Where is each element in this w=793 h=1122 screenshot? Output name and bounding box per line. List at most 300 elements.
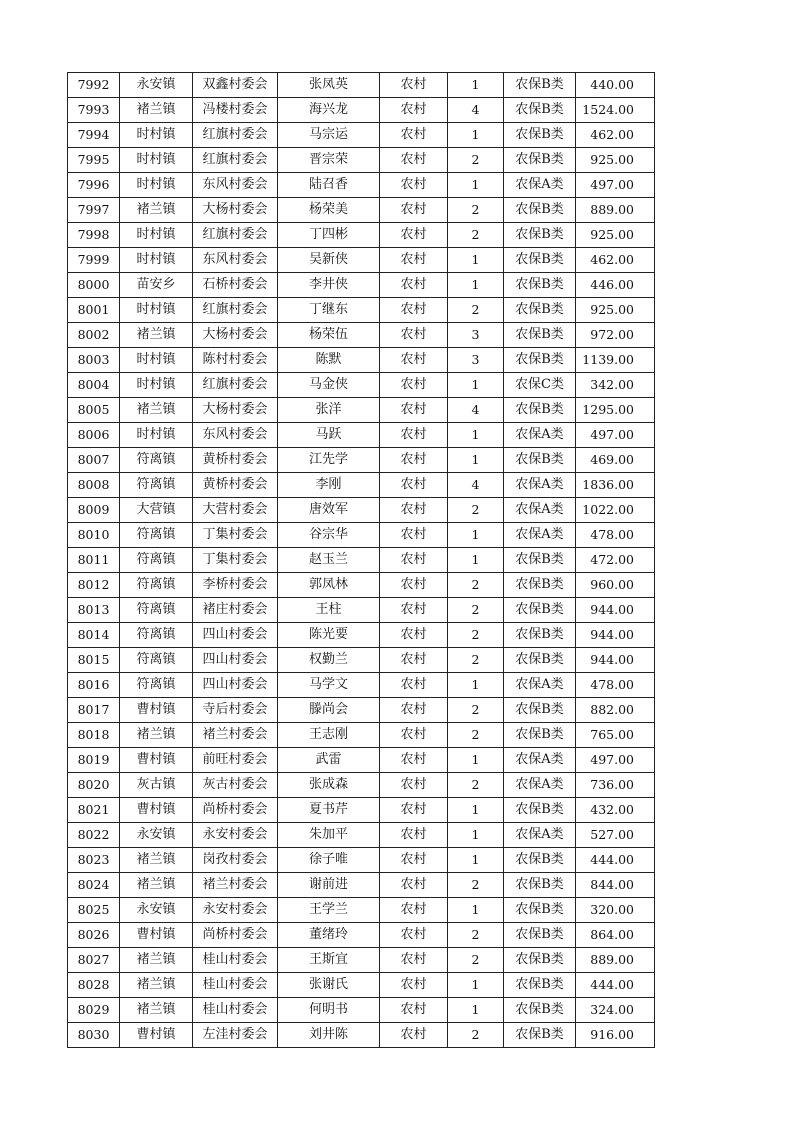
town-cell: 符离镇 <box>120 548 193 573</box>
town-cell: 褚兰镇 <box>120 873 193 898</box>
town-cell: 永安镇 <box>120 73 193 98</box>
name-cell: 董绪玲 <box>278 923 380 948</box>
person-count-cell: 2 <box>448 623 504 648</box>
insurance-category-cell: 农保A类 <box>504 773 576 798</box>
insurance-category-cell: 农保A类 <box>504 173 576 198</box>
insurance-category-cell: 农保B类 <box>504 798 576 823</box>
village-committee-cell: 大营村委会 <box>193 498 278 523</box>
amount-cell: 1139.00 <box>576 348 655 373</box>
amount-cell: 925.00 <box>576 298 655 323</box>
amount-cell: 864.00 <box>576 923 655 948</box>
name-cell: 郭凤林 <box>278 573 380 598</box>
name-cell: 晋宗荣 <box>278 148 380 173</box>
person-count-cell: 2 <box>448 148 504 173</box>
household-type-cell: 农村 <box>380 798 448 823</box>
serial-number-cell: 7992 <box>68 73 120 98</box>
name-cell: 马宗运 <box>278 123 380 148</box>
amount-cell: 1524.00 <box>576 98 655 123</box>
person-count-cell: 1 <box>448 423 504 448</box>
insurance-category-cell: 农保B类 <box>504 1023 576 1048</box>
insurance-category-cell: 农保B类 <box>504 98 576 123</box>
serial-number-cell: 8025 <box>68 898 120 923</box>
table-row <box>68 723 655 748</box>
table-row <box>68 898 655 923</box>
name-cell: 王志刚 <box>278 723 380 748</box>
table-row <box>68 648 655 673</box>
person-count-cell: 2 <box>448 773 504 798</box>
household-type-cell: 农村 <box>380 948 448 973</box>
town-cell: 褚兰镇 <box>120 198 193 223</box>
town-cell: 曹村镇 <box>120 1023 193 1048</box>
town-cell: 曹村镇 <box>120 798 193 823</box>
insurance-category-cell: 农保B类 <box>504 998 576 1023</box>
serial-number-cell: 8026 <box>68 923 120 948</box>
town-cell: 时村镇 <box>120 298 193 323</box>
town-cell: 褚兰镇 <box>120 723 193 748</box>
town-cell: 符离镇 <box>120 598 193 623</box>
table-row <box>68 548 655 573</box>
serial-number-cell: 8030 <box>68 1023 120 1048</box>
person-count-cell: 1 <box>448 373 504 398</box>
serial-number-cell: 8023 <box>68 848 120 873</box>
household-type-cell: 农村 <box>380 548 448 573</box>
amount-cell: 469.00 <box>576 448 655 473</box>
town-cell: 时村镇 <box>120 173 193 198</box>
village-committee-cell: 东风村委会 <box>193 423 278 448</box>
name-cell: 王学兰 <box>278 898 380 923</box>
serial-number-cell: 8029 <box>68 998 120 1023</box>
person-count-cell: 2 <box>448 498 504 523</box>
serial-number-cell: 8027 <box>68 948 120 973</box>
amount-cell: 497.00 <box>576 173 655 198</box>
insurance-category-cell: 农保A类 <box>504 823 576 848</box>
amount-cell: 882.00 <box>576 698 655 723</box>
table-row <box>68 773 655 798</box>
name-cell: 赵玉兰 <box>278 548 380 573</box>
household-type-cell: 农村 <box>380 598 448 623</box>
amount-cell: 889.00 <box>576 948 655 973</box>
table-row <box>68 398 655 423</box>
name-cell: 陈光要 <box>278 623 380 648</box>
town-cell: 符离镇 <box>120 648 193 673</box>
person-count-cell: 4 <box>448 98 504 123</box>
town-cell: 符离镇 <box>120 448 193 473</box>
table-row <box>68 323 655 348</box>
table-row <box>68 423 655 448</box>
records-table-body <box>68 73 655 1048</box>
amount-cell: 1836.00 <box>576 473 655 498</box>
amount-cell: 944.00 <box>576 598 655 623</box>
person-count-cell: 2 <box>448 648 504 673</box>
amount-cell: 765.00 <box>576 723 655 748</box>
name-cell: 唐效军 <box>278 498 380 523</box>
town-cell: 苗安乡 <box>120 273 193 298</box>
town-cell: 褚兰镇 <box>120 98 193 123</box>
amount-cell: 889.00 <box>576 198 655 223</box>
name-cell: 张谢氏 <box>278 973 380 998</box>
amount-cell: 472.00 <box>576 548 655 573</box>
insurance-category-cell: 农保B类 <box>504 73 576 98</box>
village-committee-cell: 陈村村委会 <box>193 348 278 373</box>
village-committee-cell: 寺后村委会 <box>193 698 278 723</box>
town-cell: 符离镇 <box>120 573 193 598</box>
name-cell: 江先学 <box>278 448 380 473</box>
person-count-cell: 2 <box>448 198 504 223</box>
amount-cell: 478.00 <box>576 673 655 698</box>
name-cell: 张洋 <box>278 398 380 423</box>
table-row <box>68 123 655 148</box>
person-count-cell: 1 <box>448 748 504 773</box>
table-row <box>68 573 655 598</box>
insurance-category-cell: 农保A类 <box>504 423 576 448</box>
village-committee-cell: 大杨村委会 <box>193 198 278 223</box>
table-row <box>68 448 655 473</box>
amount-cell: 960.00 <box>576 573 655 598</box>
serial-number-cell: 8000 <box>68 273 120 298</box>
table-row <box>68 923 655 948</box>
town-cell: 褚兰镇 <box>120 398 193 423</box>
name-cell: 陆召香 <box>278 173 380 198</box>
person-count-cell: 4 <box>448 473 504 498</box>
household-type-cell: 农村 <box>380 848 448 873</box>
household-type-cell: 农村 <box>380 673 448 698</box>
insurance-category-cell: 农保B类 <box>504 148 576 173</box>
village-committee-cell: 永安村委会 <box>193 823 278 848</box>
name-cell: 谷宗华 <box>278 523 380 548</box>
town-cell: 时村镇 <box>120 248 193 273</box>
insurance-category-cell: 农保B类 <box>504 848 576 873</box>
village-committee-cell: 红旗村委会 <box>193 223 278 248</box>
name-cell: 谢前进 <box>278 873 380 898</box>
serial-number-cell: 8008 <box>68 473 120 498</box>
insurance-category-cell: 农保B类 <box>504 598 576 623</box>
table-row <box>68 673 655 698</box>
household-type-cell: 农村 <box>380 898 448 923</box>
person-count-cell: 1 <box>448 73 504 98</box>
insurance-category-cell: 农保B类 <box>504 348 576 373</box>
amount-cell: 527.00 <box>576 823 655 848</box>
serial-number-cell: 8011 <box>68 548 120 573</box>
name-cell: 丁四彬 <box>278 223 380 248</box>
insurance-category-cell: 农保B类 <box>504 698 576 723</box>
serial-number-cell: 8012 <box>68 573 120 598</box>
serial-number-cell: 8019 <box>68 748 120 773</box>
name-cell: 朱加平 <box>278 823 380 848</box>
amount-cell: 478.00 <box>576 523 655 548</box>
village-committee-cell: 左洼村委会 <box>193 1023 278 1048</box>
serial-number-cell: 8010 <box>68 523 120 548</box>
name-cell: 滕尚会 <box>278 698 380 723</box>
town-cell: 褚兰镇 <box>120 973 193 998</box>
town-cell: 永安镇 <box>120 898 193 923</box>
name-cell: 杨荣伍 <box>278 323 380 348</box>
household-type-cell: 农村 <box>380 623 448 648</box>
village-committee-cell: 丁集村委会 <box>193 523 278 548</box>
table-row <box>68 198 655 223</box>
insurance-category-cell: 农保B类 <box>504 198 576 223</box>
household-type-cell: 农村 <box>380 173 448 198</box>
town-cell: 时村镇 <box>120 423 193 448</box>
insurance-category-cell: 农保B类 <box>504 723 576 748</box>
insurance-category-cell: 农保B类 <box>504 123 576 148</box>
name-cell: 王斯宜 <box>278 948 380 973</box>
village-committee-cell: 石桥村委会 <box>193 273 278 298</box>
household-type-cell: 农村 <box>380 648 448 673</box>
insurance-category-cell: 农保A类 <box>504 473 576 498</box>
town-cell: 褚兰镇 <box>120 848 193 873</box>
household-type-cell: 农村 <box>380 873 448 898</box>
name-cell: 丁继东 <box>278 298 380 323</box>
amount-cell: 462.00 <box>576 123 655 148</box>
person-count-cell: 1 <box>448 998 504 1023</box>
village-committee-cell: 冯楼村委会 <box>193 98 278 123</box>
town-cell: 曹村镇 <box>120 748 193 773</box>
town-cell: 褚兰镇 <box>120 948 193 973</box>
household-type-cell: 农村 <box>380 298 448 323</box>
person-count-cell: 4 <box>448 398 504 423</box>
name-cell: 马跃 <box>278 423 380 448</box>
insurance-category-cell: 农保A类 <box>504 498 576 523</box>
serial-number-cell: 8013 <box>68 598 120 623</box>
serial-number-cell: 8015 <box>68 648 120 673</box>
person-count-cell: 2 <box>448 723 504 748</box>
town-cell: 符离镇 <box>120 623 193 648</box>
town-cell: 时村镇 <box>120 123 193 148</box>
village-committee-cell: 褚庄村委会 <box>193 598 278 623</box>
table-row <box>68 998 655 1023</box>
serial-number-cell: 8004 <box>68 373 120 398</box>
household-type-cell: 农村 <box>380 198 448 223</box>
table-row <box>68 498 655 523</box>
household-type-cell: 农村 <box>380 498 448 523</box>
name-cell: 马金侠 <box>278 373 380 398</box>
insurance-category-cell: 农保B类 <box>504 323 576 348</box>
household-type-cell: 农村 <box>380 923 448 948</box>
table-row <box>68 173 655 198</box>
table-row <box>68 223 655 248</box>
name-cell: 吴新侠 <box>278 248 380 273</box>
insurance-category-cell: 农保B类 <box>504 898 576 923</box>
household-type-cell: 农村 <box>380 273 448 298</box>
household-type-cell: 农村 <box>380 148 448 173</box>
table-row <box>68 1023 655 1048</box>
amount-cell: 446.00 <box>576 273 655 298</box>
amount-cell: 432.00 <box>576 798 655 823</box>
amount-cell: 944.00 <box>576 623 655 648</box>
insurance-category-cell: 农保C类 <box>504 373 576 398</box>
table-row <box>68 298 655 323</box>
household-type-cell: 农村 <box>380 523 448 548</box>
serial-number-cell: 7993 <box>68 98 120 123</box>
name-cell: 夏书芹 <box>278 798 380 823</box>
amount-cell: 736.00 <box>576 773 655 798</box>
village-committee-cell: 黄桥村委会 <box>193 473 278 498</box>
amount-cell: 497.00 <box>576 748 655 773</box>
household-type-cell: 农村 <box>380 473 448 498</box>
serial-number-cell: 8003 <box>68 348 120 373</box>
table-row <box>68 523 655 548</box>
serial-number-cell: 7998 <box>68 223 120 248</box>
insurance-category-cell: 农保B类 <box>504 223 576 248</box>
name-cell: 徐子唯 <box>278 848 380 873</box>
amount-cell: 1295.00 <box>576 398 655 423</box>
village-committee-cell: 大杨村委会 <box>193 398 278 423</box>
town-cell: 时村镇 <box>120 148 193 173</box>
serial-number-cell: 8005 <box>68 398 120 423</box>
town-cell: 符离镇 <box>120 673 193 698</box>
person-count-cell: 2 <box>448 948 504 973</box>
table-row <box>68 473 655 498</box>
name-cell: 杨荣美 <box>278 198 380 223</box>
name-cell: 张成森 <box>278 773 380 798</box>
insurance-category-cell: 农保B类 <box>504 648 576 673</box>
person-count-cell: 2 <box>448 923 504 948</box>
name-cell: 权勤兰 <box>278 648 380 673</box>
town-cell: 褚兰镇 <box>120 323 193 348</box>
household-type-cell: 农村 <box>380 973 448 998</box>
name-cell: 王柱 <box>278 598 380 623</box>
serial-number-cell: 7995 <box>68 148 120 173</box>
household-type-cell: 农村 <box>380 723 448 748</box>
household-type-cell: 农村 <box>380 748 448 773</box>
person-count-cell: 1 <box>448 973 504 998</box>
village-committee-cell: 尚桥村委会 <box>193 798 278 823</box>
serial-number-cell: 8021 <box>68 798 120 823</box>
household-type-cell: 农村 <box>380 398 448 423</box>
amount-cell: 324.00 <box>576 998 655 1023</box>
village-committee-cell: 岗孜村委会 <box>193 848 278 873</box>
serial-number-cell: 8014 <box>68 623 120 648</box>
household-type-cell: 农村 <box>380 373 448 398</box>
amount-cell: 972.00 <box>576 323 655 348</box>
person-count-cell: 3 <box>448 323 504 348</box>
table-row <box>68 148 655 173</box>
town-cell: 曹村镇 <box>120 923 193 948</box>
insurance-category-cell: 农保A类 <box>504 523 576 548</box>
village-committee-cell: 尚桥村委会 <box>193 923 278 948</box>
village-committee-cell: 桂山村委会 <box>193 998 278 1023</box>
table-row <box>68 598 655 623</box>
serial-number-cell: 8017 <box>68 698 120 723</box>
household-type-cell: 农村 <box>380 998 448 1023</box>
village-committee-cell: 红旗村委会 <box>193 298 278 323</box>
town-cell: 曹村镇 <box>120 698 193 723</box>
person-count-cell: 1 <box>448 273 504 298</box>
household-type-cell: 农村 <box>380 73 448 98</box>
person-count-cell: 2 <box>448 298 504 323</box>
town-cell: 时村镇 <box>120 223 193 248</box>
village-committee-cell: 桂山村委会 <box>193 948 278 973</box>
serial-number-cell: 8024 <box>68 873 120 898</box>
serial-number-cell: 8007 <box>68 448 120 473</box>
name-cell: 李刚 <box>278 473 380 498</box>
name-cell: 李井侠 <box>278 273 380 298</box>
insurance-category-cell: 农保B类 <box>504 948 576 973</box>
serial-number-cell: 8001 <box>68 298 120 323</box>
village-committee-cell: 灰古村委会 <box>193 773 278 798</box>
amount-cell: 342.00 <box>576 373 655 398</box>
household-type-cell: 农村 <box>380 98 448 123</box>
insurance-category-cell: 农保B类 <box>504 448 576 473</box>
insurance-category-cell: 农保B类 <box>504 273 576 298</box>
amount-cell: 1022.00 <box>576 498 655 523</box>
insurance-category-cell: 农保B类 <box>504 298 576 323</box>
person-count-cell: 1 <box>448 673 504 698</box>
table-row <box>68 248 655 273</box>
household-type-cell: 农村 <box>380 573 448 598</box>
household-type-cell: 农村 <box>380 223 448 248</box>
village-committee-cell: 红旗村委会 <box>193 373 278 398</box>
amount-cell: 444.00 <box>576 973 655 998</box>
village-committee-cell: 褚兰村委会 <box>193 873 278 898</box>
person-count-cell: 2 <box>448 1023 504 1048</box>
person-count-cell: 1 <box>448 898 504 923</box>
amount-cell: 320.00 <box>576 898 655 923</box>
village-committee-cell: 大杨村委会 <box>193 323 278 348</box>
serial-number-cell: 8016 <box>68 673 120 698</box>
table-row <box>68 273 655 298</box>
person-count-cell: 2 <box>448 573 504 598</box>
insurance-category-cell: 农保B类 <box>504 573 576 598</box>
table-row <box>68 373 655 398</box>
serial-number-cell: 8009 <box>68 498 120 523</box>
table-row <box>68 623 655 648</box>
table-row <box>68 73 655 98</box>
amount-cell: 944.00 <box>576 648 655 673</box>
name-cell: 刘井陈 <box>278 1023 380 1048</box>
amount-cell: 844.00 <box>576 873 655 898</box>
person-count-cell: 1 <box>448 523 504 548</box>
person-count-cell: 2 <box>448 223 504 248</box>
amount-cell: 444.00 <box>576 848 655 873</box>
table-row <box>68 798 655 823</box>
table-row <box>68 973 655 998</box>
name-cell: 陈默 <box>278 348 380 373</box>
person-count-cell: 3 <box>448 348 504 373</box>
table-row <box>68 98 655 123</box>
serial-number-cell: 7996 <box>68 173 120 198</box>
town-cell: 灰古镇 <box>120 773 193 798</box>
table-row <box>68 948 655 973</box>
serial-number-cell: 8028 <box>68 973 120 998</box>
village-committee-cell: 四山村委会 <box>193 673 278 698</box>
name-cell: 马学文 <box>278 673 380 698</box>
person-count-cell: 1 <box>448 823 504 848</box>
amount-cell: 497.00 <box>576 423 655 448</box>
amount-cell: 462.00 <box>576 248 655 273</box>
serial-number-cell: 8018 <box>68 723 120 748</box>
name-cell: 武雷 <box>278 748 380 773</box>
amount-cell: 440.00 <box>576 73 655 98</box>
amount-cell: 916.00 <box>576 1023 655 1048</box>
household-type-cell: 农村 <box>380 423 448 448</box>
table-row <box>68 848 655 873</box>
serial-number-cell: 7994 <box>68 123 120 148</box>
serial-number-cell: 8002 <box>68 323 120 348</box>
table-row <box>68 348 655 373</box>
town-cell: 时村镇 <box>120 348 193 373</box>
village-committee-cell: 红旗村委会 <box>193 123 278 148</box>
town-cell: 时村镇 <box>120 373 193 398</box>
town-cell: 大营镇 <box>120 498 193 523</box>
amount-cell: 925.00 <box>576 148 655 173</box>
household-type-cell: 农村 <box>380 1023 448 1048</box>
household-type-cell: 农村 <box>380 448 448 473</box>
town-cell: 符离镇 <box>120 523 193 548</box>
household-type-cell: 农村 <box>380 323 448 348</box>
village-committee-cell: 四山村委会 <box>193 648 278 673</box>
table-row <box>68 823 655 848</box>
